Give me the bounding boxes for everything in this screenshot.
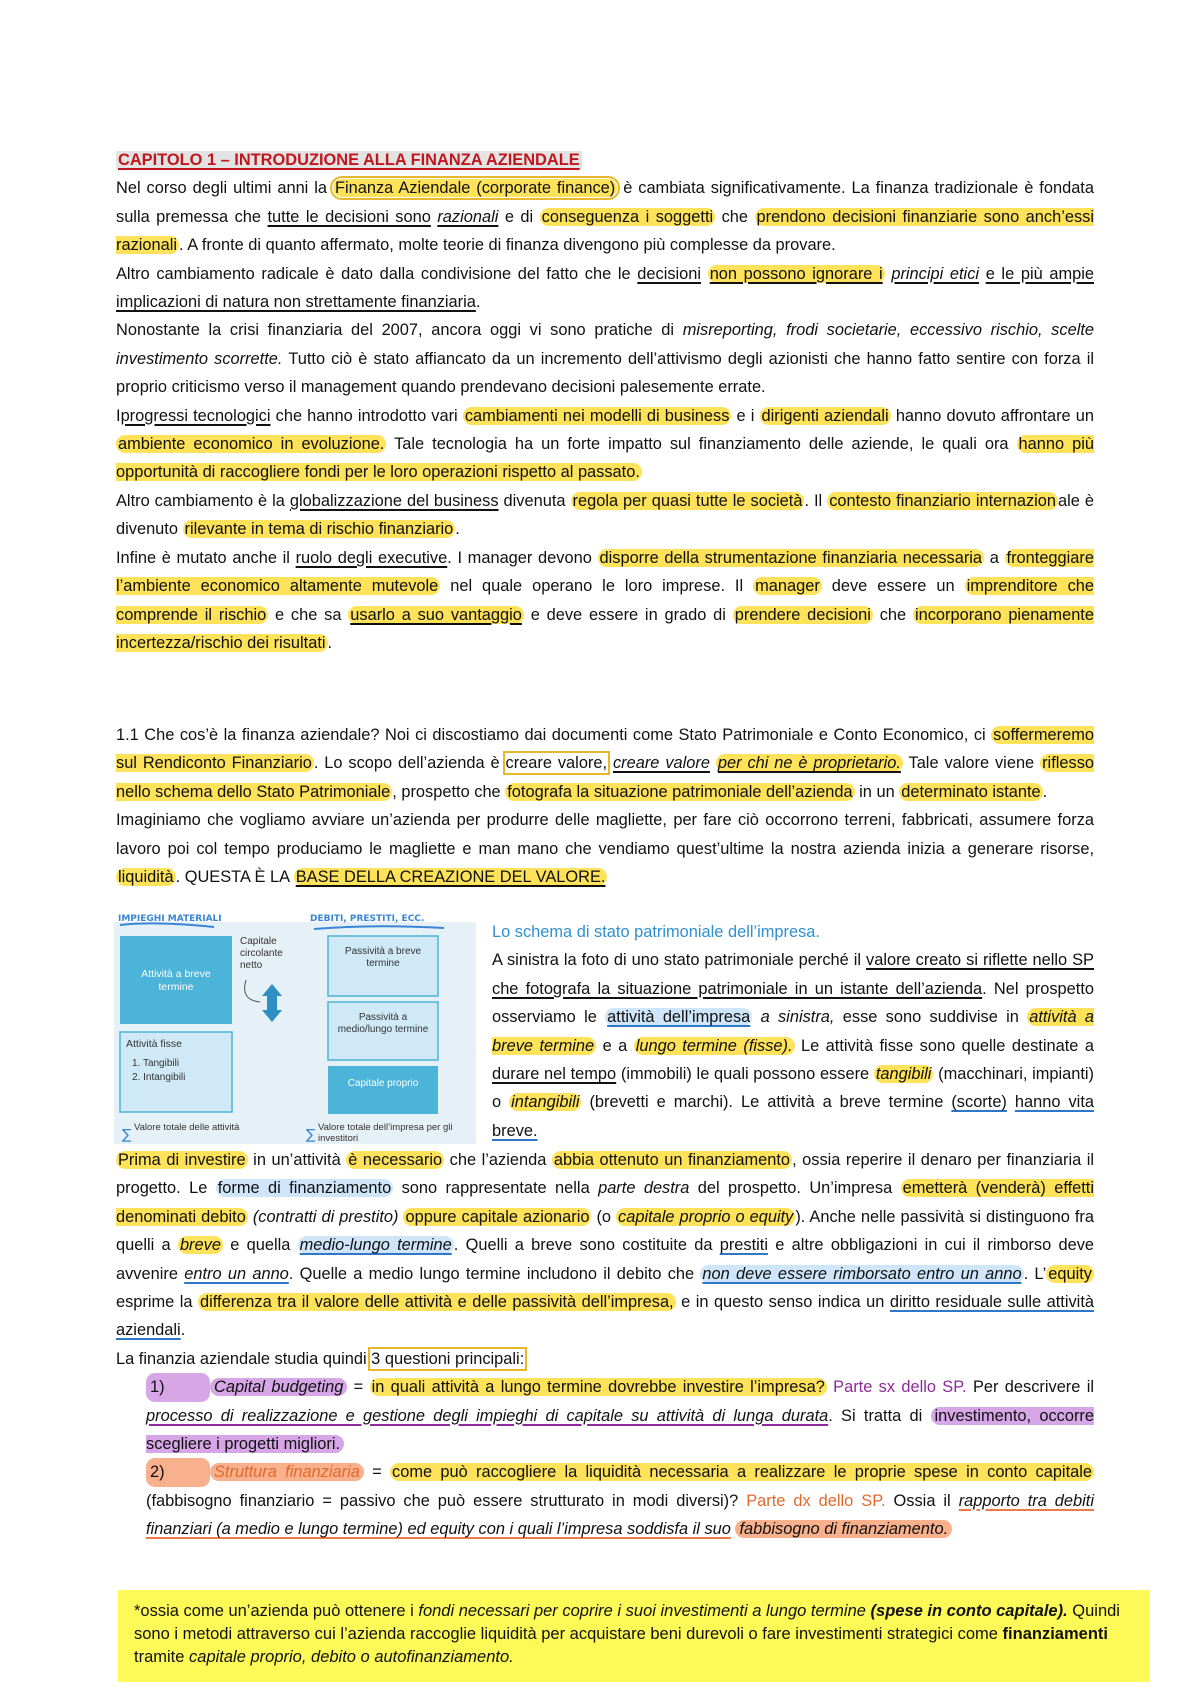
section-1-1 <box>116 721 1094 891</box>
total-value-label: Valore totale dell’impresa per gli investitori <box>318 1122 453 1144</box>
question-2: 2) Struttura finanziaria = come può raccogliere la liquidità necessaria a realizzare le proprie spese in conto capitale (fabbisogno finanziario = passivo che può essere strutturato in modi diversi)? Parte dx dello SP. Ossia il rapporto tra debiti finanziari (a medio e lungo termine) ed equity con i quali l’impresa soddisfa il suo fabbisogno di finanziamento. <box>116 1458 1094 1543</box>
total-assets-label: Valore totale delle attività <box>134 1122 240 1133</box>
nwc-label: Capitale circolante netto <box>240 936 283 971</box>
balance-sheet-explanation <box>492 918 1094 1145</box>
svg-text:∑: ∑ <box>306 1127 316 1143</box>
fixed-assets-tangible: 1. Tangibili <box>132 1058 180 1069</box>
paragraph-5: Altro cambiamento è la globalizzazione del business divenuta regola per quasi tutte le società . Il contesto finanziario internazion ale è divenuto rilevante in tema di rischio finanziario . <box>116 491 1095 539</box>
paragraph-9: La finanzia aziendale studia quindi 3 questioni principali: <box>116 1349 525 1368</box>
balance-sheet-diagram <box>114 914 476 1144</box>
question-1: 1) Capital budgeting = in quali attività a lungo termine dovrebbe investire l’impresa? Parte sx dello SP. Per descrivere il processo di realizzazione e gestione degli impieghi di capitale su attività di lunga durata. Si tratta di investimento, occorre scegliere i progetti migliori. <box>116 1373 1094 1458</box>
paragraph-2: Altro cambiamento radicale è dato dalla condivisione del fatto che le decisioni non possono ignorare i principi etici e le più ampie implicazioni di natura non strettamente finanziaria. <box>116 264 1094 312</box>
sp-text: A sinistra la foto di uno stato patrimoniale perché il valore creato si riflette nello SP che fotografa la situazione patrimoniale in un istante dell’azienda. Nel prospetto osserviamo le attività dell’impresa a sinistra, esse sono suddivise in attività a breve termine e a lungo termine (fisse). Le attività fisse sono quelle destinate a durare nel tempo (immobili) le quali possono essere tangibili (macchinari, impianti) o intangibili (brevetti e marchi). Le attività a breve termine (scorte) hanno vita breve. <box>492 951 1094 1140</box>
paragraph-8: Prima di investire in un’attività è necessario che l’azienda abbia ottenuto un finanziamento , ossia reperire il denaro per finanziaria il progetto. Le forme di finanziamento sono rappresentate nella parte destra del prospetto. Un’impresa emetterà (venderà) effetti denominati debito (contratti di prestito) oppure capitale azionario (o capitale proprio o equity ). Anche nelle passività si distinguono fra quelli a breve e quella medio-lungo termine . Quelli a breve sono costituite da prestiti e altre obbligazioni in cui il rimborso deve avvenire entro un anno. Quelle a medio lungo termine includono il debito che non deve essere rimborsato entro un anno . L’ equity esprime la differenza tra il valore delle attività e delle passività dell’impresa, e in questo senso indica un diritto residuale sulle attività aziendali. <box>116 1151 1095 1340</box>
paragraph-3: Nonostante la crisi finanziaria del 2007, ancora oggi vi sono pratiche di misreporting, frodi societarie, eccessivo rischio, scelte investimento scorrette. Tutto ciò è stato affiancato da un incremento dell’attivismo degli azionisti che hanno fatto sentire con forza il proprio criticismo verso il management quando prendevano decisioni palesemente errate. <box>116 321 1095 397</box>
paragraph-1-1: 1.1 Che cos’è la finanza aziendale? Noi ci discostiamo dai documenti come Stato Patrimoniale e Conto Economico, ci soffermeremo sul Rendiconto Finanziario . Lo scopo dell’azienda è creare valore, creare valore per chi ne è proprietario. Tale valore viene riflesso nello schema dello Stato Patrimoniale , prospetto che fotografa la situazione patrimoniale dell’azienda in un determinato istante . <box>116 726 1095 801</box>
svg-text:∑: ∑ <box>122 1127 132 1143</box>
fixed-assets-label: Attività fisse <box>126 1038 183 1050</box>
intro-section <box>116 146 1094 657</box>
short-liabilities-label: Passività a breve termine <box>344 946 422 969</box>
long-liabilities-label: Passività a medio/lungo termine <box>337 1012 429 1035</box>
financing-section <box>116 1146 1094 1544</box>
current-assets-label: Attività a breve termine <box>141 968 211 993</box>
equity-box <box>328 1066 438 1114</box>
paragraph-7: Imaginiamo che vogliamo avviare un’azienda per produrre delle magliette, per fare ciò occorrono terreni, fabbricati, assumere forza lavoro poi col tempo produciamo le magliette e man mano che vendiamo quest’ultime la nostra azienda inizia a generare risorse, liquidità . QUESTA È LA BASE DELLA CREAZIONE DEL VALORE. <box>116 811 1094 887</box>
fixed-assets-intangible: 2. Intangibili <box>132 1072 186 1083</box>
handwritten-note-left: IMPIEGHI MATERIALI <box>118 914 222 924</box>
paragraph-6: Infine è mutato anche il ruolo degli executive. I manager devono disporre della strumentazione finanziaria necessaria a fronteggiare l’ambiente economico altamente mutevole nel quale operano le loro imprese. Il manager deve essere un imprenditore che comprende il rischio e che sa usarlo a suo vantaggio e deve essere in grado di prendere decisioni che incorporano pienamente incertezza/rischio dei risultati . <box>116 548 1095 652</box>
sp-heading: Lo schema di stato patrimoniale dell’impresa. <box>492 923 820 941</box>
paragraph-4: Iprogressi tecnologici che hanno introdotto vari cambiamenti nei modelli di business e i dirigenti aziendali hanno dovuto affrontare un ambiente economico in evoluzione. Tale tecnologia ha un forte impatto sul finanziamento delle aziende, le quali ora hanno più opportunità di raccogliere fondi per le loro operazioni rispetto al passato. <box>116 406 1095 482</box>
handwritten-note-right: DEBITI, PRESTITI, ECC. <box>310 914 425 924</box>
chapter-title: CAPITOLO 1 – INTRODUZIONE ALLA FINANZA AZIENDALE <box>118 151 580 169</box>
double-arrow-icon <box>262 984 282 1022</box>
footnote-box: *ossia come un’azienda può ottenere i fondi necessari per coprire i suoi investimenti a lungo termine (spese in conto capitale). Quindi sono i metodi attraverso cui l’azienda raccoglie liquidità per acquistare beni durevoli o fare investimenti strategici come finanziamenti tramite capitale proprio, debito o autofinanziamento. <box>118 1590 1150 1682</box>
paragraph-1: Nel corso degli ultimi anni la Finanza Aziendale (corporate finance) è cambiata significativamente. La finanza tradizionale è fondata sulla premessa che tutte le decisioni sono razionali e di conseguenza i soggetti che prendono decisioni finanziarie sono anch’essi razionali . A fronte di quanto affermato, molte teorie di finanza divengono più complesse da provare. <box>116 179 1094 255</box>
equity-label: Capitale proprio <box>347 1078 419 1089</box>
